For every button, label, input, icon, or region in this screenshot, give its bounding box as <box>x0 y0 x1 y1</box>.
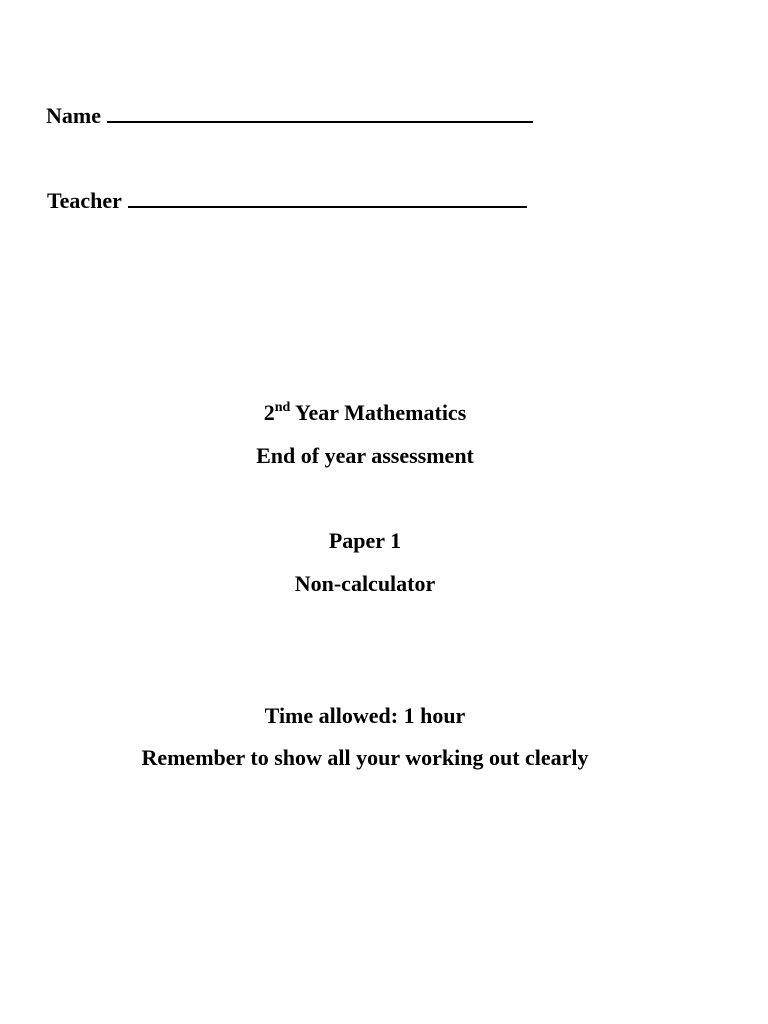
paper-type: Non-calculator <box>294 571 436 596</box>
exam-title <box>0 400 730 426</box>
title-rest: Year Mathematics <box>290 400 467 425</box>
name-field[interactable] <box>46 101 533 129</box>
exam-subtitle: End of year assessment <box>256 443 474 468</box>
teacher-line[interactable] <box>128 186 527 208</box>
time-allowed: Time allowed: 1 hour <box>264 703 466 728</box>
name-label: Name <box>46 103 101 128</box>
teacher-label: Teacher <box>47 188 122 213</box>
teacher-field[interactable] <box>47 186 527 214</box>
year-suffix: nd <box>274 400 291 415</box>
name-line[interactable] <box>107 101 533 123</box>
paper-number: Paper 1 <box>328 528 402 553</box>
working-reminder: Remember to show all your working out clearly <box>141 745 589 770</box>
year-number: 2 <box>263 400 275 425</box>
